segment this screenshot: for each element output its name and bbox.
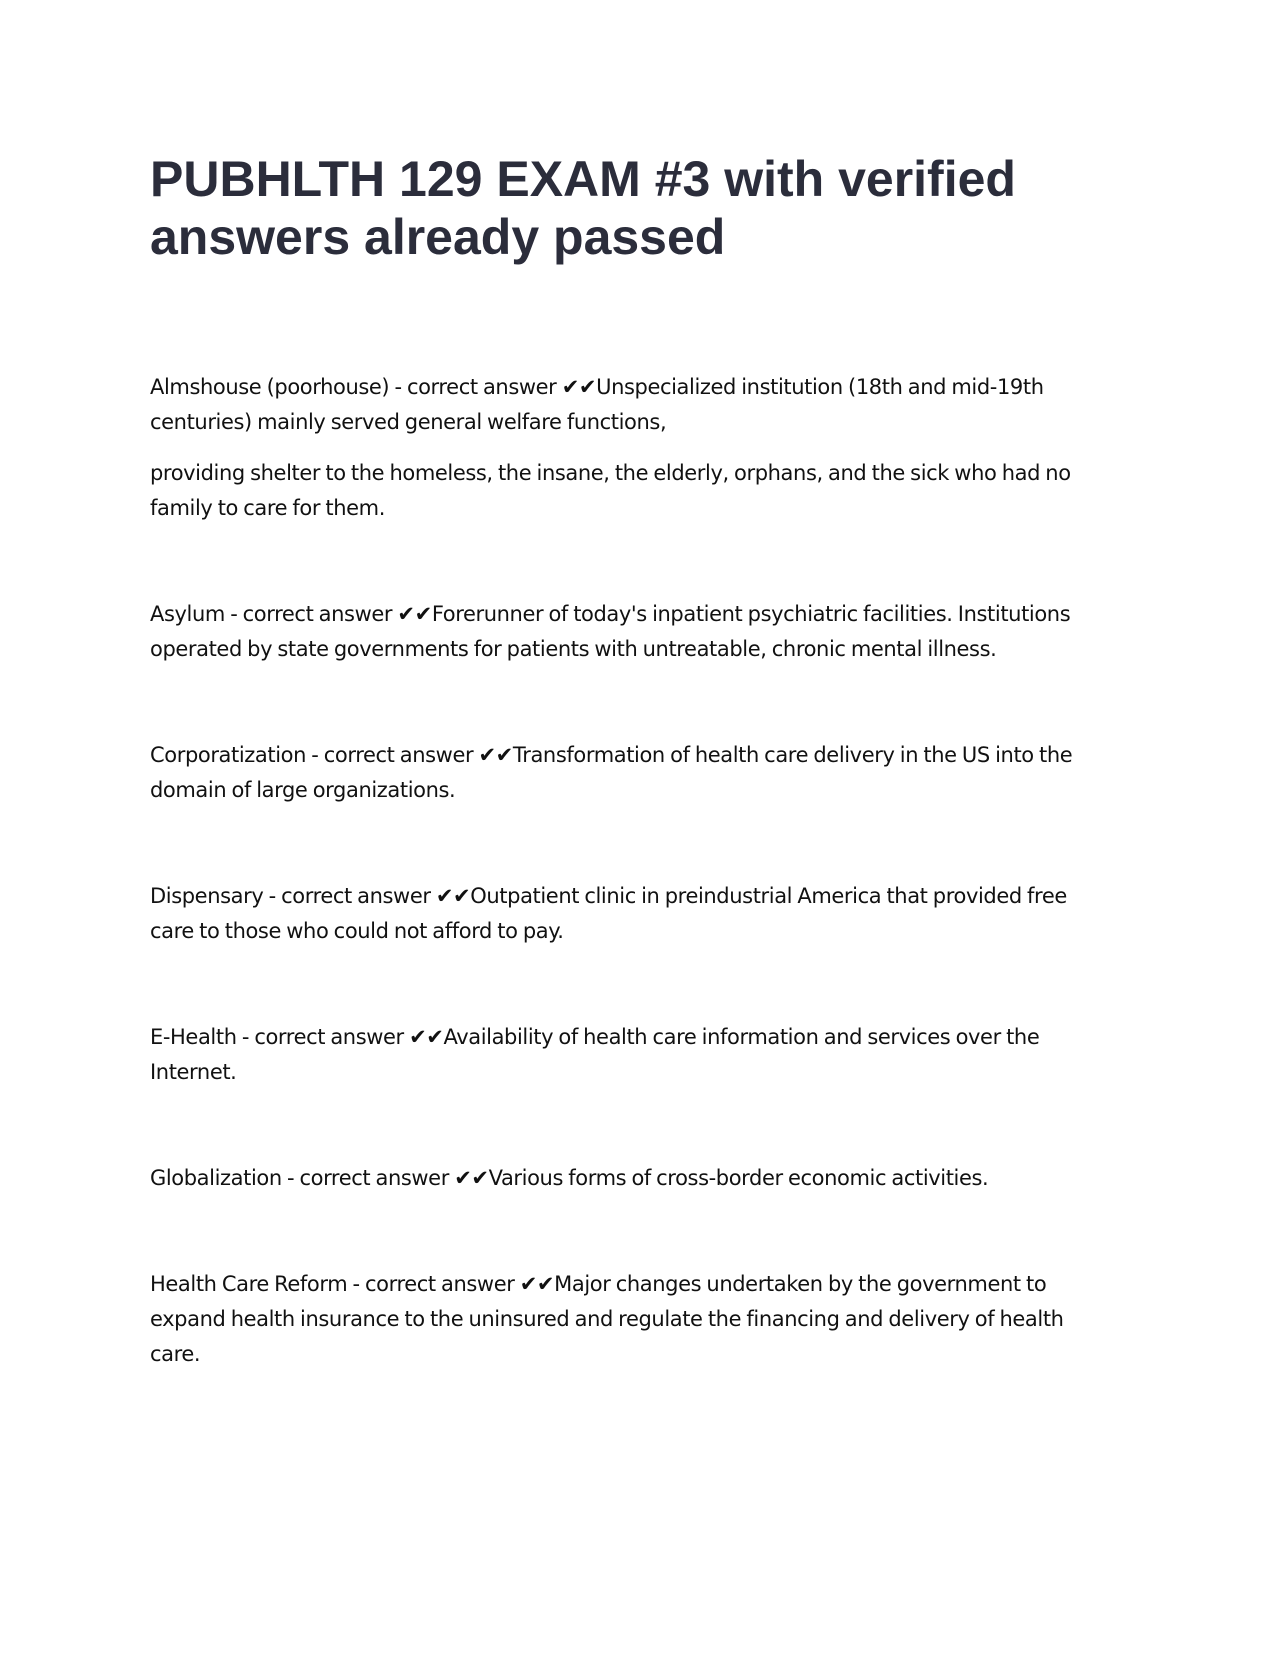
check-marks-icon: ✔✔ <box>519 1272 555 1296</box>
entry-line <box>150 879 1110 949</box>
check-marks-icon: ✔✔ <box>397 602 432 626</box>
entry-separator: - correct answer <box>236 1025 410 1049</box>
entry-term: E-Health <box>150 1025 237 1049</box>
entry-term: Almshouse (poorhouse) <box>150 375 390 399</box>
entry-separator: - correct answer <box>347 1272 520 1296</box>
entry-term: Dispensary <box>150 884 264 908</box>
entry-term: Corporatization <box>150 743 307 767</box>
entry-e-health <box>150 1020 1110 1090</box>
entry-separator: - correct answer <box>281 1166 455 1190</box>
entry-definition: Availability of health care information and services over the Internet. <box>150 1025 1040 1084</box>
check-marks-icon: ✔✔ <box>435 884 471 908</box>
entry-continuation: providing shelter to the homeless, the insane, the elderly, orphans, and the sick who had no family to care for them. <box>150 461 1071 520</box>
entry-corporatization <box>150 738 1110 808</box>
document-title: PUBHLTH 129 EXAM #3 with verified answers already passed <box>150 151 1016 265</box>
entry-line <box>150 1161 1110 1196</box>
entry-separator: - correct answer <box>389 375 562 399</box>
entry-term: Asylum <box>150 602 225 626</box>
entry-definition: Major changes undertaken by the government to expand health insurance to the uninsured and regulate the financing and delivery of health care. <box>150 1272 1064 1366</box>
entry-asylum <box>150 597 1110 667</box>
entry-separator: - correct answer <box>306 743 479 767</box>
entry-definition: Transformation of health care delivery in the US into the domain of large organizations. <box>150 743 1073 802</box>
entry-line <box>150 1267 1110 1372</box>
entry-separator: - correct answer <box>224 602 398 626</box>
check-marks-icon: ✔✔ <box>478 743 513 767</box>
entry-almshouse <box>150 370 1110 526</box>
entry-health-care-reform <box>150 1267 1110 1372</box>
entries-list <box>150 370 1110 1443</box>
entry-line <box>150 738 1110 808</box>
entry-term: Globalization <box>150 1166 282 1190</box>
entry-definition: Forerunner of today's inpatient psychiatric facilities. Institutions operated by state governments for patients with untreatable, chronic mental illness. <box>150 602 1071 661</box>
entry-definition: Various forms of cross-border economic activities. <box>488 1166 989 1190</box>
check-marks-icon: ✔✔ <box>561 375 597 399</box>
entry-line <box>150 597 1110 667</box>
entry-line <box>150 370 1110 440</box>
entry-line <box>150 1020 1110 1090</box>
entry-dispensary <box>150 879 1110 949</box>
entry-definition: Unspecialized institution (18th and mid-19th centuries) mainly served general welfare functions, <box>150 375 1044 434</box>
entry-definition: Outpatient clinic in preindustrial America that provided free care to those who could not afford to pay. <box>150 884 1067 943</box>
check-marks-icon: ✔✔ <box>454 1166 489 1190</box>
entry-separator: - correct answer <box>263 884 436 908</box>
check-marks-icon: ✔✔ <box>409 1025 444 1049</box>
entry-globalization <box>150 1161 1110 1196</box>
entry-term: Health Care Reform <box>150 1272 348 1296</box>
